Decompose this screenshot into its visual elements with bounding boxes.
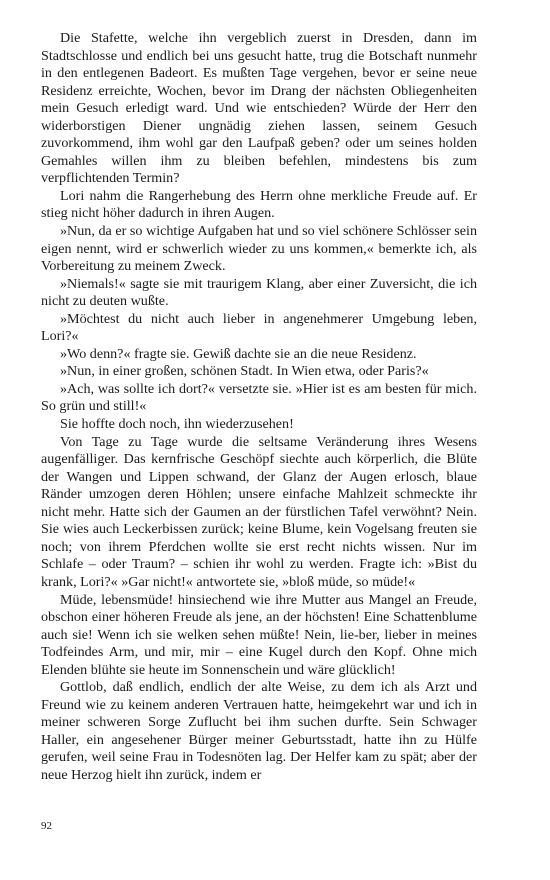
paragraph-11: Müde, lebensmüde! hinsiechend wie ihre Mutter aus Mangel an Freude, obschon einer höheren Freude als jene, an der höchsten! Eine Schattenblume auch sie! Wenn ich sie welken sehen müßte! Nein, lie-ber, lieber in meines Todfeindes Arm, und mir, mir – eine Kugel durch den Kopf. Ohne mich Elenden blühte sie heute im Sonnenschein und wäre glücklich! xyxy=(41,591,477,678)
paragraph-10: Von Tage zu Tage wurde die seltsame Veränderung ihres Wesens augenfälliger. Das kernfrische Geschöpf siechte auch körperlich, die Blüte der Wangen und Lippen schwand, der Glanz der Augen erlosch, blaue Ränder umzogen deren Höhlen; unsere einfache Mahlzeit schmeckte ihr nicht mehr. Hatte sich der Gaumen an der fürstlichen Tafel verwöhnt? Nein. Sie wies auch Leckerbissen zurück; keine Blume, kein Vogelsang freuten sie noch; von ihrem Pferdchen wollte sie erst recht nichts wissen. Nur im Schlafe – oder Traum? – schien ihr wohl zu werden. Fragte ich: »Bist du krank, Lori?« »Gar nicht!« antwortete sie, »bloß müde, so müde!« xyxy=(41,433,477,590)
paragraph-7: »Nun, in einer großen, schönen Stadt. In Wien etwa, oder Paris?« xyxy=(60,363,429,380)
paragraph-4: »Niemals!« sagte sie mit traurigem Klang, aber einer Zuversicht, die ich nicht zu deuten wußte. xyxy=(41,275,477,310)
paragraph-5: »Möchtest du nicht auch lieber in angenehmerer Umgebung leben, Lori?« xyxy=(41,310,477,345)
paragraph-6: »Wo denn?« fragte sie. Gewiß dachte sie an die neue Residenz. xyxy=(60,345,417,362)
paragraph-9: Sie hoffte doch noch, ihn wiederzusehen! xyxy=(60,416,294,433)
paragraph-3: »Nun, da er so wichtige Aufgaben hat und so viel schönere Schlösser sein eigen nennt, wird er schwerlich wieder zu uns kommen,« bemerkte ich, als Vorbereitung zu meinem Zweck. xyxy=(41,223,477,275)
page-text-block xyxy=(41,30,477,785)
paragraph-8: »Ach, was sollte ich dort?« versetzte sie. »Hier ist es am besten für mich. So grün und still!« xyxy=(41,380,477,415)
paragraph-12: Gottlob, daß endlich, endlich der alte Weise, zu dem ich als Arzt und Freund wie zu keinem anderen Vertrauen hatte, heimgekehrt war und ich in meiner schweren Sorge Zuflucht bei ihm suchen durfte. Sein Schwager Haller, ein angesehener Bürger meiner Geburtsstadt, hatte ihn zu Hülfe gerufen, weil seine Frau in Todesnöten lag. Der Helfer kam zu spät; aber der neue Herzog hielt ihn zurück, indem er xyxy=(41,679,477,783)
paragraph-2: Lori nahm die Rangerhebung des Herrn ohne merkliche Freude auf. Er stieg nicht höher dadurch in ihren Augen. xyxy=(41,187,477,222)
page-number: 92 xyxy=(41,820,52,832)
paragraph-1: Die Stafette, welche ihn vergeblich zuerst in Dresden, dann im Stadtschlosse und endlich bei uns gesucht hatte, trug die Botschaft nunmehr in den entlegenen Badeort. Es mußten Tage vergehen, bevor er seine neue Residenz erreichte, Wochen, bevor im Drang der nächsten Obliegenheiten mein Gesuch erledigt ward. Und wie entschieden? Würde der Herr den widerborstigen Diener ungnädig ziehen lassen, seinem Gesuch zuvorkommend, ihm wohl gar den Laufpaß geben? oder um seines holden Gemahles willen ihm zu bleiben befehlen, mindestens bis zum verpflichtenden Termin? xyxy=(41,30,477,187)
